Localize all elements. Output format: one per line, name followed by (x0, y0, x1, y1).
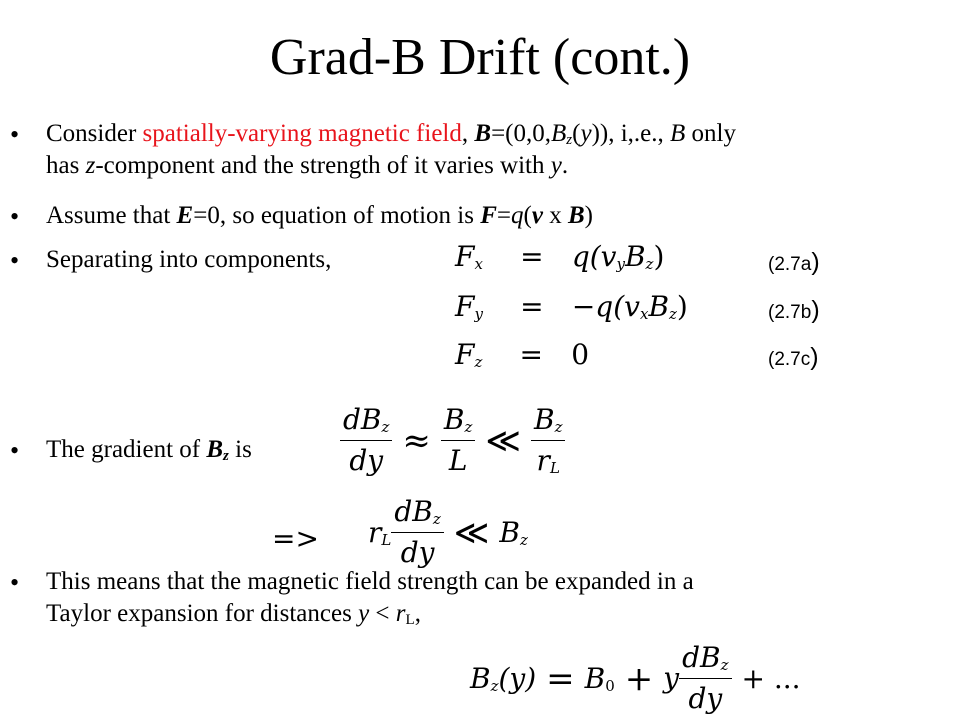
bullet-consider: Consider spatially-varying magnetic field, $B=(0,0,B_z(y))$, i,.e., B only has z-component and the strength of it varies with y. (46, 120, 736, 179)
bullet-separating: Separating into components, (46, 246, 332, 273)
implies-arrow: => (272, 522, 319, 555)
bullet-marker: • (10, 436, 20, 465)
slide-title: Grad-B Drift (cont.) (269, 29, 691, 86)
implied-equation: $r_L$ $\frac{dB_z}{dy}$ ≪ $B_z$ (368, 495, 528, 569)
equation-fx: $F_x = q(v_yB_z)$ (455, 240, 665, 273)
gradient-equation: $\frac{dB_z}{dy}$ ≈ $\frac{B_z}{L}$ ≪ $\frac{B_z}{r_L}$ (340, 402, 565, 479)
equation-fy: $F_y = -q(v_xB_z)$ (455, 290, 688, 323)
equation-label-2-7b: (2.7b) (768, 296, 820, 324)
taylor-equation: $B_z(y) = B_0 + y$ $\frac{dB_z}{dy}$ + ... (470, 641, 801, 715)
bullet-marker: • (10, 246, 20, 275)
bullet-assume: Assume that E=0, so equation of motion is F=q(v x B) (46, 202, 593, 229)
equation-fz: $F_z = 0$ (455, 338, 590, 371)
bullet-marker: • (10, 202, 20, 231)
bullet-taylor: This means that the magnetic field strength can be expanded in a Taylor expansion for distances $y < r_L$, (46, 568, 694, 628)
bullet-gradient: The gradient of $B_z$ is (46, 436, 252, 464)
bullet-marker: • (10, 568, 20, 597)
equation-label-2-7a: (2.7a) (768, 248, 820, 276)
bullet-marker: • (10, 120, 20, 149)
equation-label-2-7c: (2.7c) (768, 343, 819, 371)
highlight-text: spatially-varying magnetic field (142, 120, 462, 147)
